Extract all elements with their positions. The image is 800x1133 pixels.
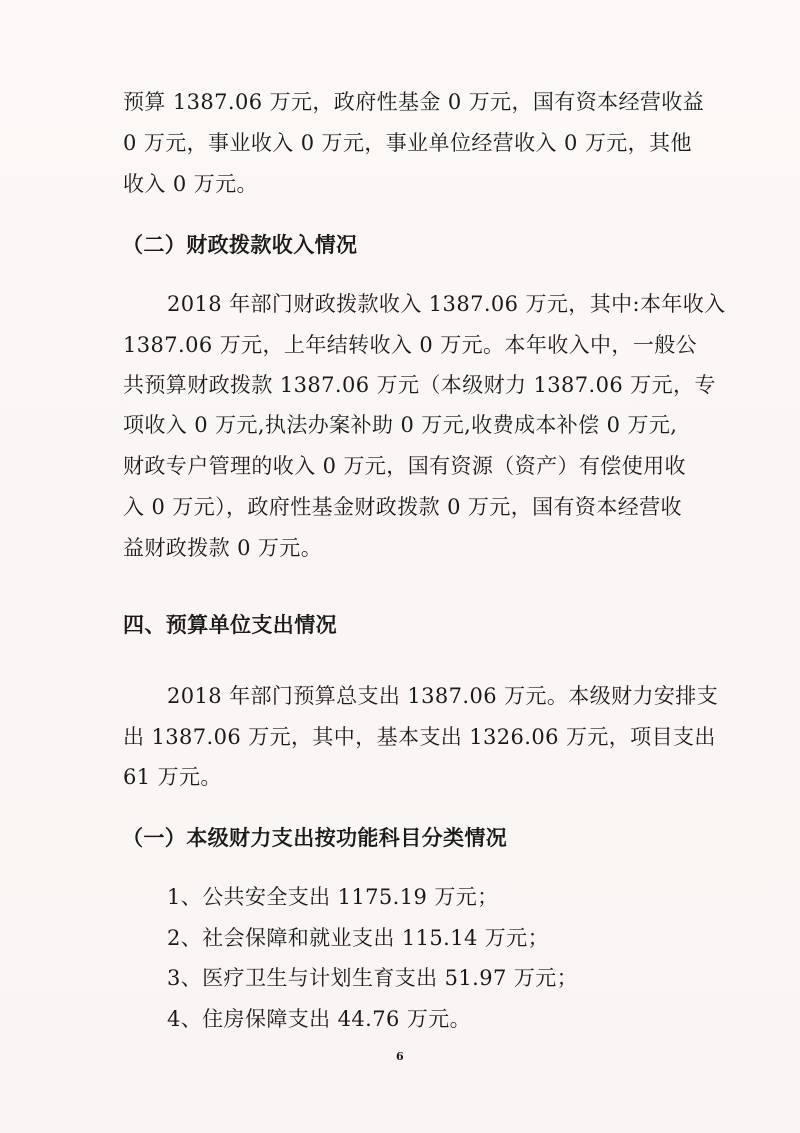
list-item: 3、医疗卫生与计划生育支出 51.97 万元； [167, 966, 579, 990]
paragraph-line: 入 0 万元），政府性基金财政拨款 0 万元，国有资本经营收 [123, 495, 682, 519]
paragraph-line: 1387.06 万元，上年结转收入 0 万元。本年收入中，一般公 [123, 333, 698, 357]
paragraph-line: 61 万元。 [123, 765, 222, 789]
list-item: 1、公共安全支出 1175.19 万元； [167, 885, 499, 909]
paragraph-line: 出 1387.06 万元，其中，基本支出 1326.06 万元，项目支出 [123, 725, 716, 749]
paragraph-line: 2018 年部门预算总支出 1387.06 万元。本级财力安排支 [167, 684, 719, 708]
paragraph-line: 2018 年部门财政拨款收入 1387.06 万元，其中:本年收入 [167, 292, 726, 316]
page-number: 6 [396, 1050, 404, 1063]
paragraph-line: 益财政拨款 0 万元。 [123, 536, 323, 560]
paragraph-line: 项收入 0 万元,执法办案补助 0 万元,收费成本补偿 0 万元, [123, 413, 678, 437]
paragraph-line: 收入 0 万元。 [123, 172, 258, 196]
list-item: 2、社会保障和就业支出 115.14 万元； [167, 926, 549, 950]
paragraph-line: 预算 1387.06 万元，政府性基金 0 万元，国有资本经营收益 [123, 90, 705, 114]
paragraph-line: 财政专户管理的收入 0 万元，国有资源（资产）有偿使用收 [123, 454, 686, 478]
paragraph-line: 共预算财政拨款 1387.06 万元（本级财力 1387.06 万元，专 [123, 373, 716, 397]
section-heading-fiscal-appropriation-income: （二）财政拨款收入情况 [122, 232, 358, 257]
list-item: 4、住房保障支出 44.76 万元。 [167, 1007, 472, 1031]
section-heading-function-classification: （一）本级财力支出按功能科目分类情况 [122, 825, 508, 850]
paragraph-line: 0 万元，事业收入 0 万元，事业单位经营收入 0 万元，其他 [123, 131, 692, 155]
section-heading-budget-expenditure: 四、预算单位支出情况 [123, 612, 337, 637]
